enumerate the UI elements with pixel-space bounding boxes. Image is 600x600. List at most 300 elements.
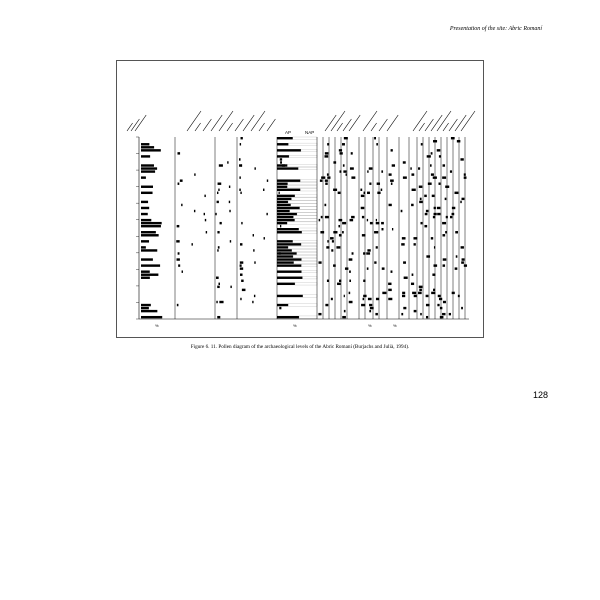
nap-bar <box>294 261 317 263</box>
taxon-header-mark <box>371 123 377 131</box>
sample-bar <box>141 274 158 276</box>
taxon-mark <box>219 301 223 303</box>
taxon-mark <box>324 155 328 157</box>
taxon-mark <box>367 219 368 221</box>
taxon-mark <box>229 210 230 212</box>
taxon-mark <box>205 219 206 221</box>
taxon-header-mark <box>131 119 139 131</box>
taxon-mark <box>420 198 422 200</box>
taxon-header-mark <box>349 115 360 131</box>
taxon-mark <box>241 222 242 224</box>
sample-bar <box>141 146 154 148</box>
nap-bar <box>293 216 317 218</box>
nap-bar <box>295 283 317 285</box>
taxon-mark <box>443 258 447 260</box>
taxon-mark <box>424 195 427 197</box>
taxon-header-mark <box>227 123 233 131</box>
taxon-mark <box>318 261 321 263</box>
taxon-mark <box>351 216 355 218</box>
taxon-mark <box>216 277 219 279</box>
taxon-mark <box>332 240 334 242</box>
taxon-mark <box>450 170 452 172</box>
taxon-header-mark <box>195 123 201 131</box>
taxon-mark <box>176 240 179 242</box>
sample-bar <box>141 277 150 279</box>
ap-bar <box>277 277 302 279</box>
taxon-mark <box>206 231 207 233</box>
taxon-mark <box>177 225 180 227</box>
taxon-mark <box>324 204 326 206</box>
taxon-mark <box>239 176 240 178</box>
taxon-mark <box>455 267 458 269</box>
nap-bar <box>303 295 317 297</box>
taxon-mark <box>376 246 378 248</box>
taxon-mark <box>462 258 465 260</box>
taxon-mark <box>370 222 373 224</box>
taxon-mark <box>282 164 285 166</box>
column-headers <box>127 111 475 131</box>
taxon-mark <box>401 243 404 245</box>
taxon-mark <box>254 167 255 169</box>
taxon-mark <box>445 231 447 233</box>
taxon-mark <box>325 183 327 185</box>
taxon-mark <box>431 237 433 239</box>
sample-bar <box>141 155 150 157</box>
taxon-mark <box>428 183 432 185</box>
taxon-mark <box>218 189 219 191</box>
taxon-mark <box>242 289 246 291</box>
taxon-mark <box>330 237 334 239</box>
taxon-mark <box>389 204 392 206</box>
taxon-mark <box>220 222 222 224</box>
taxon-mark <box>240 267 243 269</box>
ap-bar <box>277 261 294 263</box>
sample-bar <box>141 207 149 209</box>
taxon-mark <box>351 152 353 154</box>
sample-bar <box>141 270 150 272</box>
taxon-mark <box>460 201 461 203</box>
taxon-header-mark <box>431 115 442 131</box>
taxon-mark <box>338 192 341 194</box>
taxon-mark <box>227 161 228 163</box>
taxon-mark <box>204 213 205 215</box>
sample-bar <box>141 201 148 203</box>
taxon-mark <box>437 149 441 151</box>
taxon-mark <box>252 301 253 303</box>
taxon-mark <box>419 289 422 291</box>
ap-bar <box>277 155 289 157</box>
ap-bar <box>277 316 299 318</box>
taxon-mark <box>240 261 243 263</box>
taxon-mark <box>390 179 394 181</box>
taxon-mark <box>381 222 384 224</box>
taxon-mark <box>431 152 433 154</box>
nap-bar <box>293 137 317 139</box>
taxon-mark <box>374 231 378 233</box>
ap-bar <box>277 249 292 251</box>
taxon-mark <box>367 192 370 194</box>
nap-bar <box>293 240 317 242</box>
sample-bar <box>141 304 151 306</box>
nap-bar <box>299 228 317 230</box>
sample-bar <box>141 246 146 248</box>
taxon-mark <box>367 170 368 172</box>
taxon-mark <box>279 307 281 309</box>
taxon-mark <box>217 249 218 251</box>
nap-bar <box>292 249 317 251</box>
taxon-mark <box>229 201 230 203</box>
sample-bar <box>141 310 157 312</box>
taxon-mark <box>369 304 372 306</box>
ap-bar <box>277 195 295 197</box>
ap-bar <box>277 167 298 169</box>
taxon-header-mark <box>379 119 387 131</box>
taxon-header-mark <box>325 115 336 131</box>
taxon-mark <box>194 210 195 212</box>
percent-label-right-b: % <box>393 323 397 328</box>
taxon-header-mark <box>331 111 345 131</box>
taxon-mark <box>461 246 464 248</box>
sample-bar <box>141 192 153 194</box>
taxon-mark <box>344 310 346 312</box>
taxon-mark <box>388 289 392 291</box>
taxon-mark <box>331 298 333 300</box>
taxon-mark <box>336 246 340 248</box>
taxon-mark <box>430 164 432 166</box>
taxon-mark <box>437 304 439 306</box>
sample-bar <box>141 307 149 309</box>
taxon-mark <box>253 234 254 236</box>
taxon-mark <box>240 264 242 266</box>
taxon-mark <box>327 280 329 282</box>
taxon-mark <box>392 228 393 230</box>
taxon-mark <box>442 313 445 315</box>
nap-bar <box>302 270 317 272</box>
taxon-mark <box>178 183 180 185</box>
taxon-mark <box>349 280 351 282</box>
taxon-mark <box>403 161 406 163</box>
sample-bar <box>141 231 156 233</box>
taxon-header-mark <box>461 111 475 131</box>
taxon-mark <box>374 261 376 263</box>
running-header: Presentation of the site: Abric Romaní <box>449 26 542 32</box>
taxon-mark <box>218 283 219 285</box>
sample-bar <box>141 170 155 172</box>
ap-bar <box>277 143 288 145</box>
nap-bar <box>295 195 317 197</box>
taxon-mark <box>325 304 328 306</box>
nap-bar <box>295 219 317 221</box>
taxon-mark <box>217 316 220 318</box>
taxon-mark <box>177 304 179 306</box>
taxon-mark <box>320 179 323 181</box>
taxon-mark <box>381 170 383 172</box>
taxon-mark <box>363 298 365 300</box>
taxon-mark <box>426 316 428 318</box>
taxon-mark <box>215 213 216 215</box>
nap-bar <box>288 143 317 145</box>
taxon-mark <box>349 301 353 303</box>
taxon-mark <box>352 252 354 254</box>
taxon-mark <box>177 152 180 154</box>
taxon-mark <box>401 210 403 212</box>
taxon-mark <box>331 249 333 251</box>
taxon-mark <box>442 234 445 236</box>
taxon-mark <box>377 183 380 185</box>
taxon-mark <box>280 158 282 160</box>
taxon-mark <box>349 292 351 294</box>
taxon-header-mark <box>187 111 201 131</box>
ap-bar <box>277 189 300 191</box>
taxon-mark <box>421 143 423 145</box>
sample-bar <box>141 149 161 151</box>
taxon-mark <box>443 164 446 166</box>
taxon-mark <box>240 298 241 300</box>
nap-bar <box>289 155 317 157</box>
nap-bar <box>287 164 317 166</box>
taxon-mark <box>440 316 444 318</box>
taxon-mark <box>280 161 282 163</box>
taxon-mark <box>278 204 280 206</box>
taxon-header-mark <box>363 111 377 131</box>
taxon-mark <box>420 222 422 224</box>
sample-bar <box>141 186 153 188</box>
taxon-mark <box>191 243 192 245</box>
taxon-mark <box>412 274 414 276</box>
taxon-mark <box>437 207 441 209</box>
taxon-mark <box>279 252 281 254</box>
ap-bar <box>277 295 303 297</box>
taxon-mark <box>457 140 460 142</box>
sample-bar <box>141 316 162 318</box>
ap-bar <box>277 231 302 233</box>
taxon-mark <box>360 189 362 191</box>
taxon-mark <box>178 252 180 254</box>
taxon-header-mark <box>267 119 275 131</box>
ap-bar <box>277 246 288 248</box>
taxon-mark <box>369 183 371 185</box>
nap-bar <box>302 277 317 279</box>
taxon-mark <box>464 264 467 266</box>
taxon-mark <box>318 313 321 315</box>
taxon-mark <box>381 189 383 191</box>
taxon-mark <box>382 228 384 230</box>
taxon-mark <box>342 143 345 145</box>
figure-caption: Figure 6. 11. Pollen diagram of the archaeological levels of the Abric Romaní (Burjachs and Julià, 1994). <box>190 344 410 350</box>
taxon-mark <box>374 137 376 139</box>
nap-label: NAP <box>305 130 315 135</box>
taxon-mark <box>361 304 365 306</box>
taxon-mark <box>411 283 414 285</box>
taxon-mark <box>442 222 446 224</box>
taxon-mark <box>450 216 452 218</box>
taxon-mark <box>403 176 407 178</box>
ap-label: AP <box>285 130 292 135</box>
nap-bar <box>288 183 317 185</box>
taxon-mark <box>327 240 328 242</box>
taxon-mark <box>376 219 377 221</box>
taxon-mark <box>401 313 403 315</box>
nap-bar <box>301 149 317 151</box>
taxon-mark <box>339 219 343 221</box>
taxon-mark <box>388 298 392 300</box>
taxon-mark <box>420 313 422 315</box>
taxon-header-mark <box>235 119 243 131</box>
taxon-mark <box>376 298 379 300</box>
taxon-mark <box>367 267 369 269</box>
taxon-mark <box>461 307 463 309</box>
nap-bar <box>288 246 317 248</box>
ap-bar <box>277 183 288 185</box>
taxon-mark <box>431 173 434 175</box>
taxon-mark <box>389 173 392 175</box>
page-number: 128 <box>532 390 548 400</box>
taxon-header-mark <box>437 111 451 131</box>
taxon-mark <box>253 249 254 251</box>
ap-bar <box>277 255 293 257</box>
taxon-mark <box>264 237 265 239</box>
taxon-mark <box>391 270 393 272</box>
nap-bar <box>293 255 317 257</box>
taxon-mark <box>361 207 365 209</box>
ap-bar <box>277 264 301 266</box>
taxon-mark <box>240 274 243 276</box>
taxon-mark <box>351 176 355 178</box>
sample-bar <box>141 176 146 178</box>
ap-bar <box>277 201 288 203</box>
taxon-mark <box>342 316 346 318</box>
sample-bar <box>141 234 159 236</box>
taxon-mark <box>266 213 267 215</box>
ap-bar <box>277 258 301 260</box>
taxon-mark <box>279 192 280 194</box>
taxon-mark <box>376 143 378 145</box>
taxon-mark <box>350 167 354 169</box>
taxon-mark <box>426 255 430 257</box>
taxon-mark <box>350 219 354 221</box>
taxon-mark <box>369 167 373 169</box>
taxon-mark <box>411 173 414 175</box>
taxon-mark <box>426 210 429 212</box>
taxon-mark <box>217 201 219 203</box>
taxon-mark <box>452 207 455 209</box>
nap-bar <box>301 264 317 266</box>
taxon-mark <box>443 264 446 266</box>
taxon-header-mark <box>455 115 466 131</box>
taxon-mark <box>325 216 329 218</box>
taxon-mark <box>419 186 423 188</box>
sample-bar <box>141 240 149 242</box>
taxon-mark <box>345 267 348 269</box>
taxon-mark <box>418 292 422 294</box>
taxon-mark <box>325 179 328 181</box>
ap-bar <box>277 222 287 224</box>
sample-bar <box>141 143 149 145</box>
nap-bar <box>300 207 317 209</box>
taxon-mark <box>177 258 180 260</box>
ap-bar <box>277 210 290 212</box>
taxon-mark <box>217 231 219 233</box>
taxon-mark <box>367 249 370 251</box>
taxon-mark <box>445 198 447 200</box>
taxon-mark <box>410 167 411 169</box>
taxon-mark <box>254 295 255 297</box>
taxon-mark <box>342 231 344 233</box>
taxon-mark <box>217 192 218 194</box>
nap-bar <box>288 201 317 203</box>
sample-bar <box>141 222 162 224</box>
percent-label-center: % <box>293 323 297 328</box>
taxon-mark <box>414 310 417 312</box>
taxon-mark <box>346 173 347 175</box>
taxon-header-mark <box>259 123 265 131</box>
taxon-mark <box>460 158 463 160</box>
taxon-mark <box>412 189 416 191</box>
sample-bar <box>141 249 157 251</box>
taxon-mark <box>411 204 414 206</box>
taxon-mark <box>241 280 243 282</box>
taxon-mark <box>431 292 435 294</box>
taxon-mark <box>344 295 345 297</box>
taxon-mark <box>319 219 320 221</box>
taxon-mark <box>343 164 345 166</box>
ap-bar <box>277 304 288 306</box>
taxon-mark <box>454 192 458 194</box>
nap-bar <box>291 198 317 200</box>
taxon-mark <box>218 183 222 185</box>
taxon-mark <box>241 137 243 139</box>
taxon-mark <box>178 264 180 266</box>
taxon-mark <box>443 301 446 303</box>
sample-bar <box>141 219 151 221</box>
taxon-mark <box>391 183 393 185</box>
taxon-mark <box>279 222 282 224</box>
sample-bar <box>141 164 154 166</box>
nap-bar <box>297 213 317 215</box>
taxon-mark <box>366 252 370 254</box>
taxon-mark <box>349 270 351 272</box>
taxon-mark <box>240 192 241 194</box>
taxon-mark <box>391 149 393 151</box>
taxon-header-mark <box>203 119 211 131</box>
taxon-mark <box>339 149 342 151</box>
taxon-mark <box>182 270 183 272</box>
ap-bar <box>277 207 300 209</box>
taxon-mark <box>455 231 458 233</box>
ap-bar <box>277 283 295 285</box>
pollen-diagram-figure <box>116 60 484 338</box>
ap-bar <box>277 243 301 245</box>
ap-bar <box>277 213 297 215</box>
taxon-mark <box>230 286 231 288</box>
ap-bar <box>277 270 302 272</box>
taxon-header-mark <box>443 123 449 131</box>
taxon-mark <box>337 283 341 285</box>
nap-bar <box>297 252 317 254</box>
ap-bar <box>277 216 293 218</box>
taxon-mark <box>327 173 329 175</box>
taxon-mark <box>239 189 241 191</box>
taxon-mark <box>461 198 464 200</box>
nap-bar <box>288 304 317 306</box>
percent-label-left: % <box>155 323 159 328</box>
taxon-mark <box>419 201 423 203</box>
taxon-header-mark <box>337 123 343 131</box>
taxon-mark <box>437 213 440 215</box>
taxon-mark <box>461 261 464 263</box>
nap-bar <box>287 186 317 188</box>
taxon-mark <box>240 143 241 145</box>
